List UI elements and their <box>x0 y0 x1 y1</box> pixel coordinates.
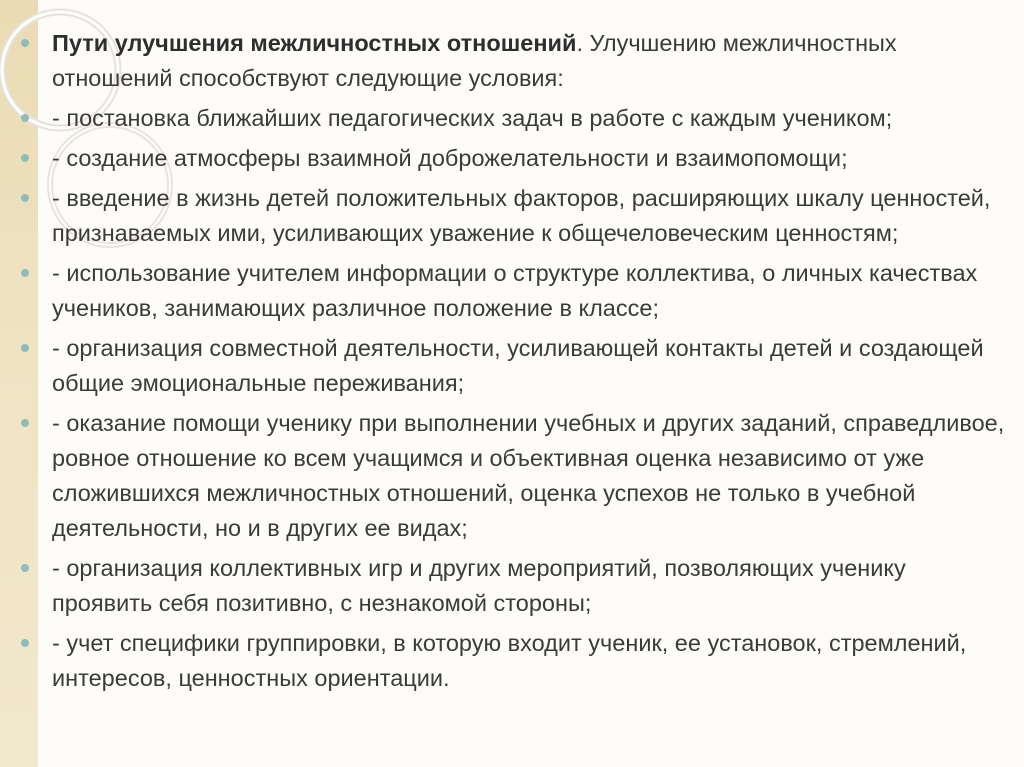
list-item-text: - использование учителем информации о структуре коллектива, о личных качествах учеников, занимающих различное положение в классе; <box>52 260 978 321</box>
slide-content <box>18 26 1008 701</box>
list-item-text: - введение в жизнь детей положительных факторов, расширяющих шкалу ценностей, признаваемых ими, усиливающих уважение к общечеловеческим ценностям; <box>52 185 991 246</box>
list-item <box>18 331 1008 401</box>
bullet-icon <box>21 269 29 277</box>
bullet-icon <box>21 39 29 47</box>
list-item-text: - создание атмосферы взаимной доброжелательности и взаимопомощи; <box>52 145 848 171</box>
list-item <box>18 406 1008 546</box>
bullet-icon <box>21 114 29 122</box>
list-item-text: - организация совместной деятельности, усиливающей контакты детей и создающей общие эмоциональные переживания; <box>52 335 984 396</box>
bullet-icon <box>21 194 29 202</box>
list-item <box>18 626 1008 696</box>
intro-text: . Улучшению межличностных отношений способствуют следующие условия: <box>52 30 897 91</box>
list-item <box>18 551 1008 621</box>
list-item-intro <box>18 26 1008 96</box>
list-item-text: - организация коллективных игр и других мероприятий, позволяющих ученику проявить себя позитивно, с незнакомой стороны; <box>52 555 906 616</box>
bullet-icon <box>21 344 29 352</box>
list-item <box>18 256 1008 326</box>
list-item-text: - оказание помощи ученику при выполнении учебных и других заданий, справедливое, ровное отношение ко всем учащимся и объективная оценка независимо от уже сложившихся межличностных отношений, оценка успехов не только в учебной деятельности, но и в других ее видах; <box>52 410 1005 541</box>
bullet-list <box>18 26 1008 696</box>
list-item <box>18 101 1008 136</box>
list-item-text: - учет специфики группировки, в которую входит ученик, ее установок, стремлений, интересов, ценностных ориентации. <box>52 630 967 691</box>
bullet-icon <box>21 419 29 427</box>
intro-heading: Пути улучшения межличностных отношений <box>52 30 577 56</box>
list-item <box>18 181 1008 251</box>
bullet-icon <box>21 639 29 647</box>
list-item <box>18 141 1008 176</box>
list-item-text: - постановка ближайших педагогических задач в работе с каждым учеником; <box>52 105 893 131</box>
bullet-icon <box>21 154 29 162</box>
bullet-icon <box>21 564 29 572</box>
